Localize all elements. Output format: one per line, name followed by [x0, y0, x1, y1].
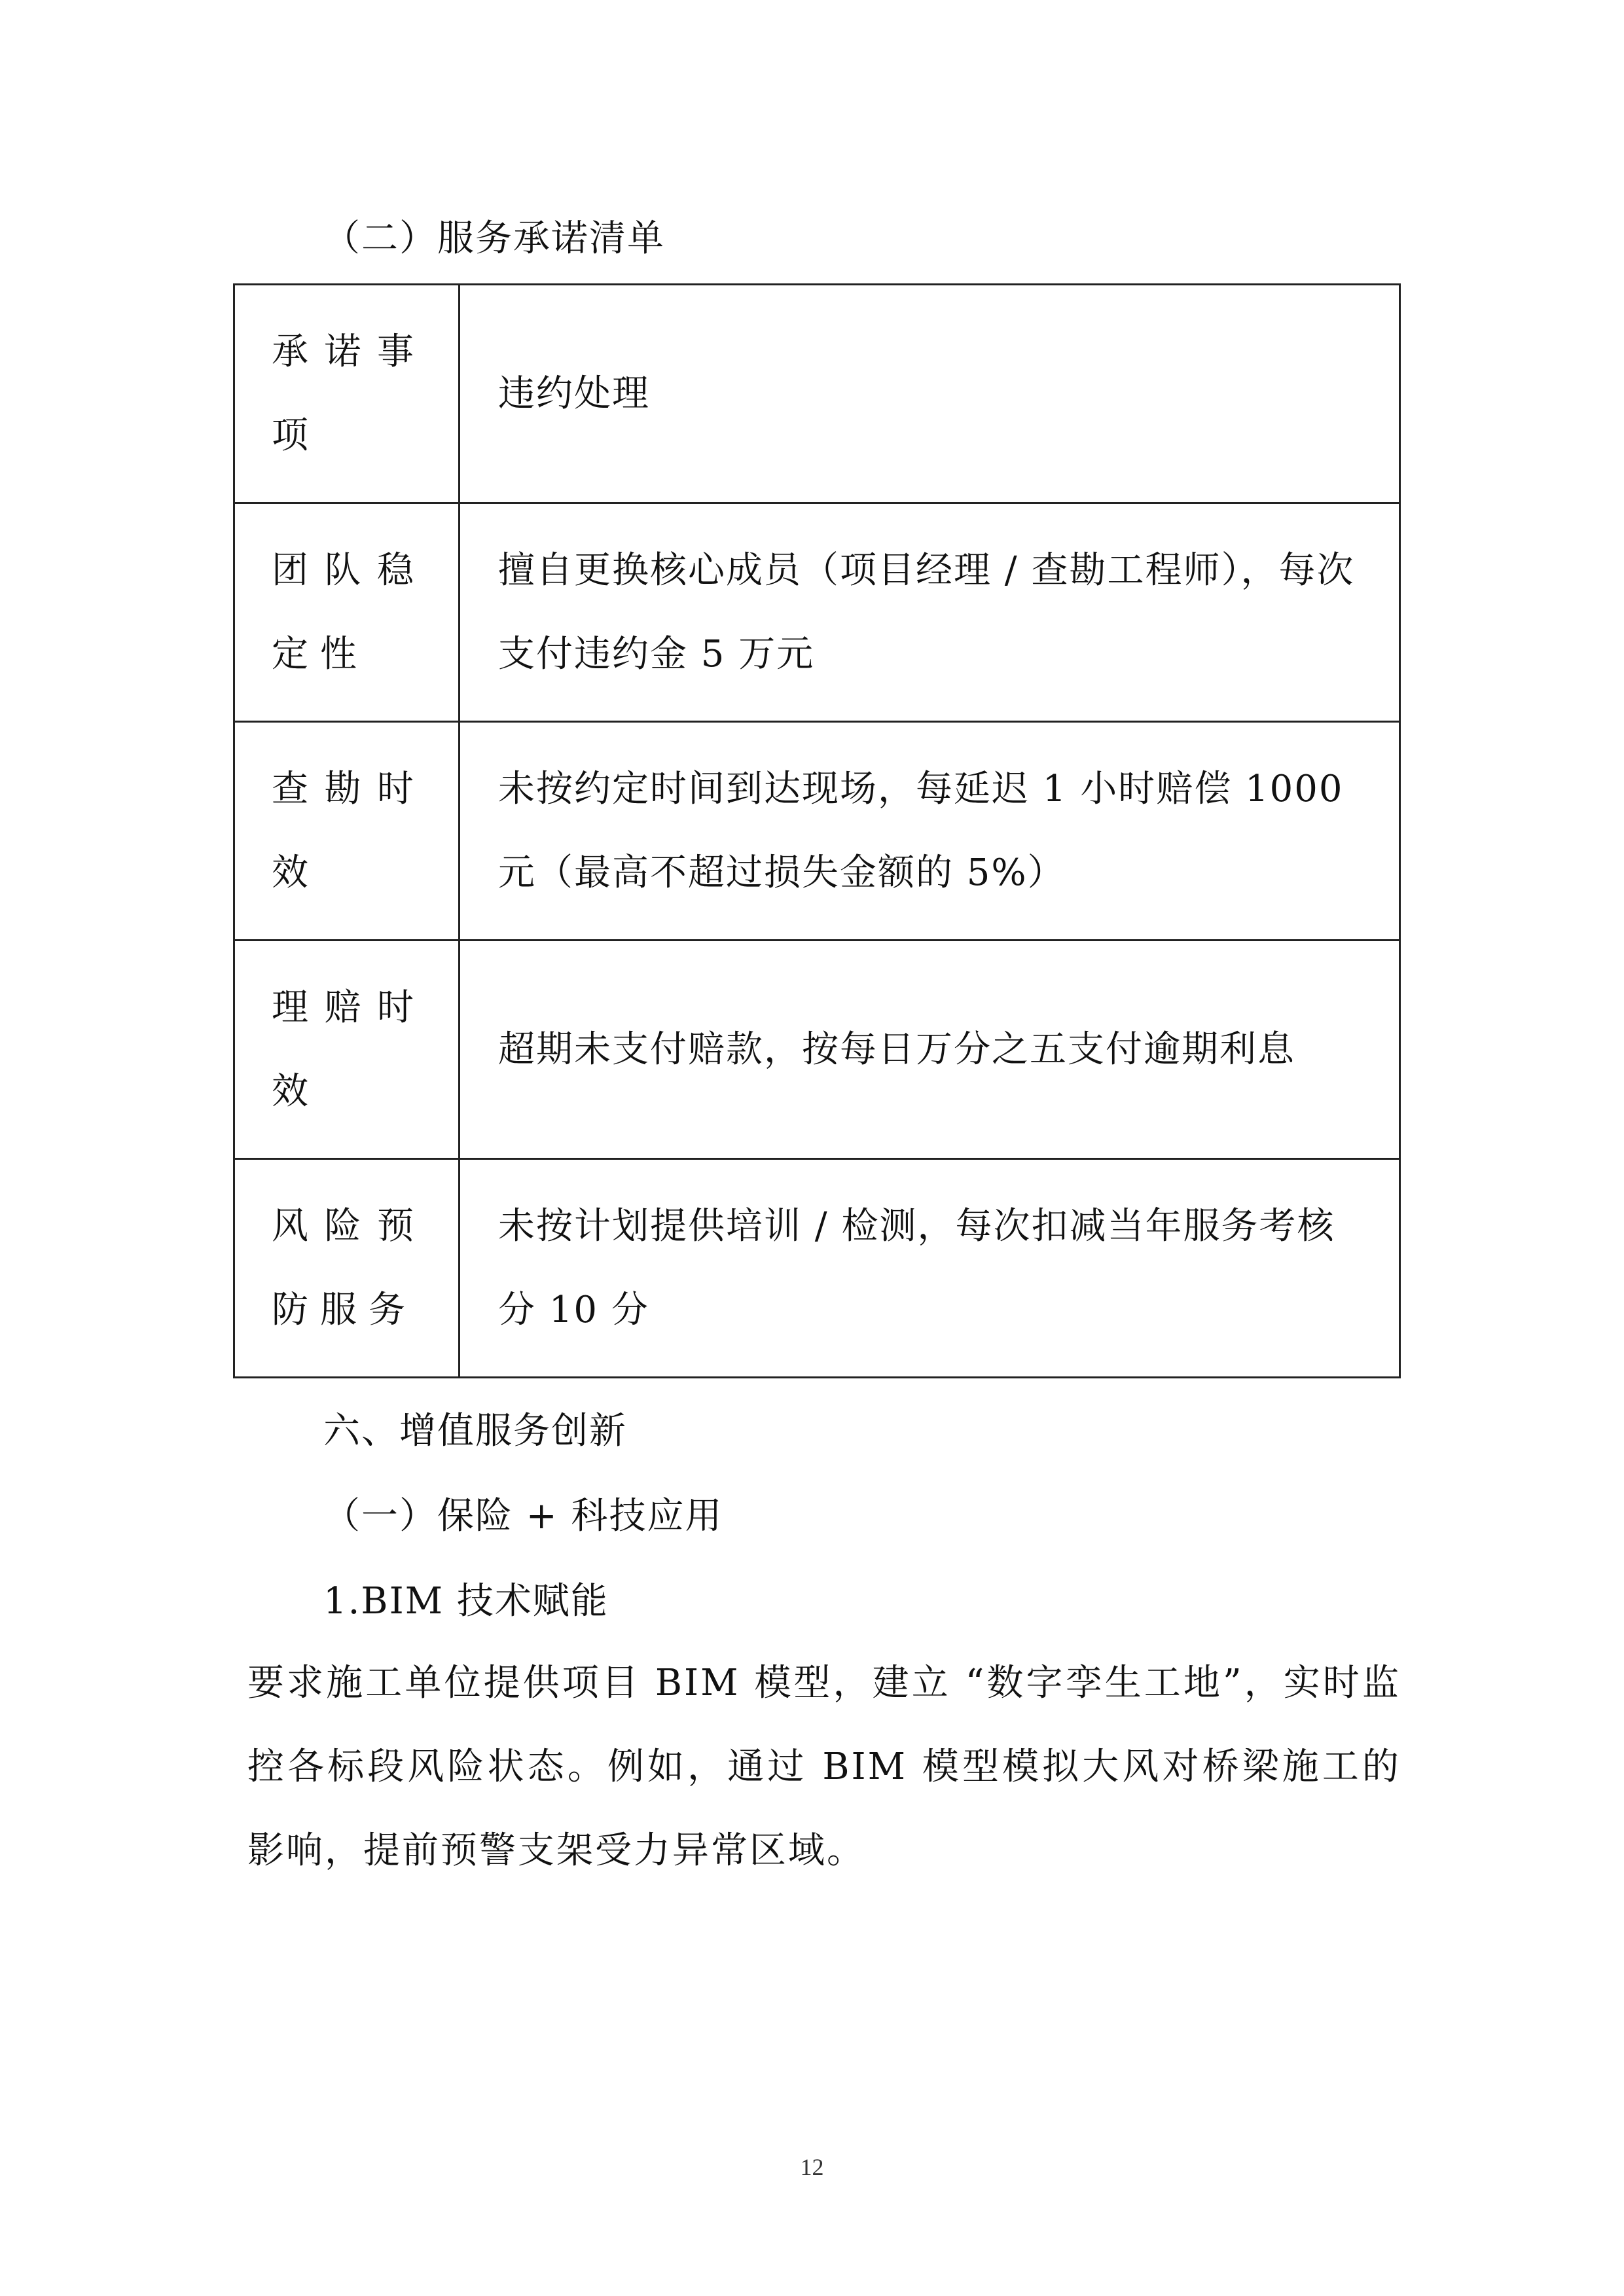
subsection-heading: （一）保险 + 科技应用 [323, 1495, 723, 1537]
table-row-value: 超期未支付赔款，按每日万分之五支付逾期利息 [460, 941, 1400, 1159]
table-row-label: 团队稳定性 [234, 503, 460, 722]
table-row-label: 风险预防服务 [234, 1159, 460, 1378]
table-header-label: 承诺事项 [234, 285, 460, 503]
section-heading: （二）服务承诺清单 [323, 217, 665, 260]
page-number: 12 [800, 2154, 824, 2180]
service-commitment-table [233, 283, 1401, 1378]
body-paragraph: 要求施工单位提供项目 BIM 模型，建立 “数字孪生工地”，实时监控各标段风险状态。例如，通过 BIM 模型模拟大风对桥梁施工的影响，提前预警支架受力异常区域。 [247, 1662, 1401, 1872]
table-row-label: 查勘时效 [234, 722, 460, 941]
table-header-value: 违约处理 [460, 285, 1400, 503]
table-header-row [234, 285, 1400, 503]
table-row [234, 503, 1400, 722]
table-row-value: 未按计划提供培训 / 检测，每次扣减当年服务考核分 10 分 [460, 1159, 1400, 1378]
item-heading: 1.BIM 技术赋能 [323, 1580, 609, 1623]
table-row [234, 941, 1400, 1159]
table-row-value: 未按约定时间到达现场，每延迟 1 小时赔偿 1000 元（最高不超过损失金额的 5%） [460, 722, 1400, 941]
table-row-value: 擅自更换核心成员（项目经理 / 查勘工程师），每次支付违约金 5 万元 [460, 503, 1400, 722]
chapter-heading: 六、增值服务创新 [323, 1410, 627, 1452]
table-row [234, 1159, 1400, 1378]
table-row-label: 理赔时效 [234, 941, 460, 1159]
table-row [234, 722, 1400, 941]
